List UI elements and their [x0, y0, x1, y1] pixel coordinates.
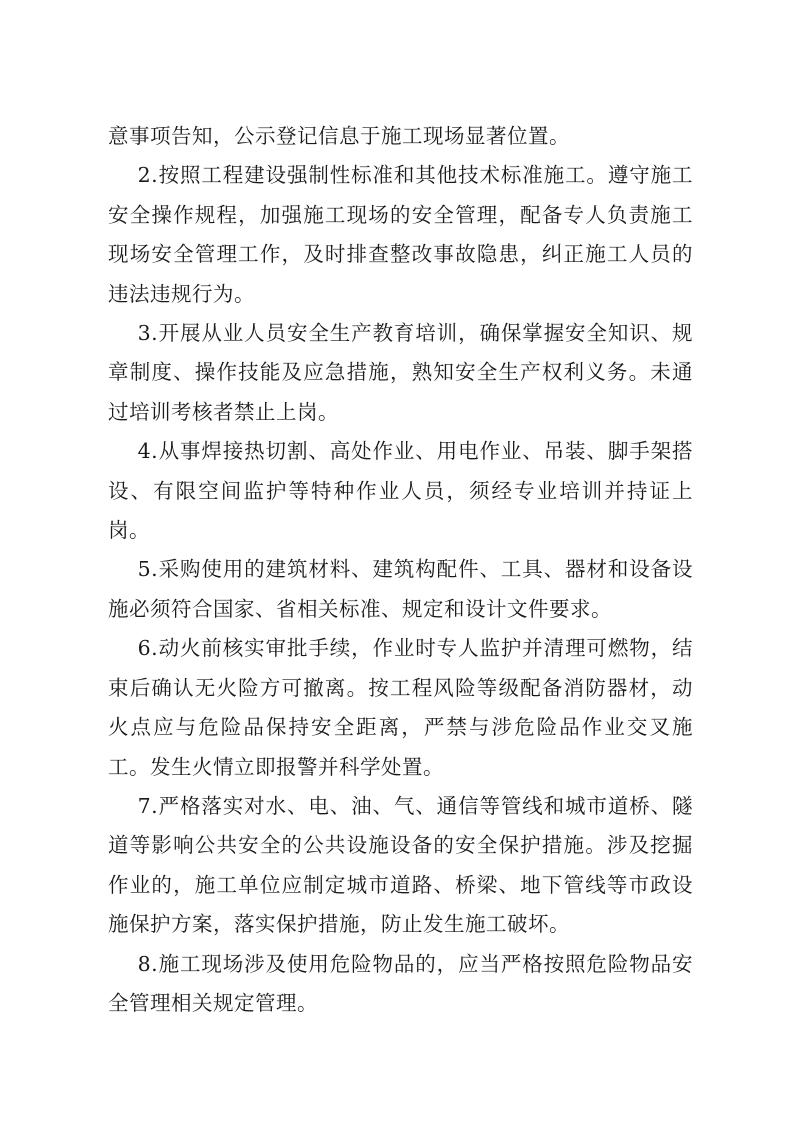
paragraph-item-3: 3.开展从业人员安全生产教育培训，确保掌握安全知识、规章制度、操作技能及应急措施，熟知安全生产权利义务。未通过培训考核者禁止上岗。: [108, 321, 693, 424]
paragraph-item-4: 4.从事焊接热切割、高处作业、用电作业、吊装、脚手架搭设、有限空间监护等特种作业人员，须经专业培训并持证上岗。: [108, 439, 693, 543]
paragraph-item-6: 6.动火前核实审批手续，作业时专人监护并清理可燃物，结束后确认无火险方可撤离。按工程风险等级配备消防器材，动火点应与危险品保持安全距离，严禁与涉危险品作业交叉施工。发生火情立即报警并科学处置。: [108, 636, 693, 779]
paragraph-item-5: 5.采购使用的建筑材料、建筑构配件、工具、器材和设备设施必须符合国家、省相关标准、规定和设计文件要求。: [108, 557, 693, 621]
paragraph-item-2: 2.按照工程建设强制性标准和其他技术标准施工。遵守施工安全操作规程，加强施工现场的安全管理，配备专人负责施工现场安全管理工作，及时排查整改事故隐患，纠正施工人员的违法违规行为。: [108, 163, 693, 306]
paragraph-item-8: 8.施工现场涉及使用危险物品的，应当严格按照危险物品安全管理相关规定管理。: [108, 951, 693, 1015]
paragraph-continuation: 意事项告知，公示登记信息于施工现场显著位置。: [108, 124, 570, 148]
document-body: [108, 117, 693, 1023]
paragraph-item-7: 7.严格落实对水、电、油、气、通信等管线和城市道桥、隧道等影响公共安全的公共设施设备的安全保护措施。涉及挖掘作业的，施工单位应制定城市道路、桥梁、地下管线等市政设施保护方案，落实保护措施，防止发生施工破坏。: [108, 793, 693, 937]
